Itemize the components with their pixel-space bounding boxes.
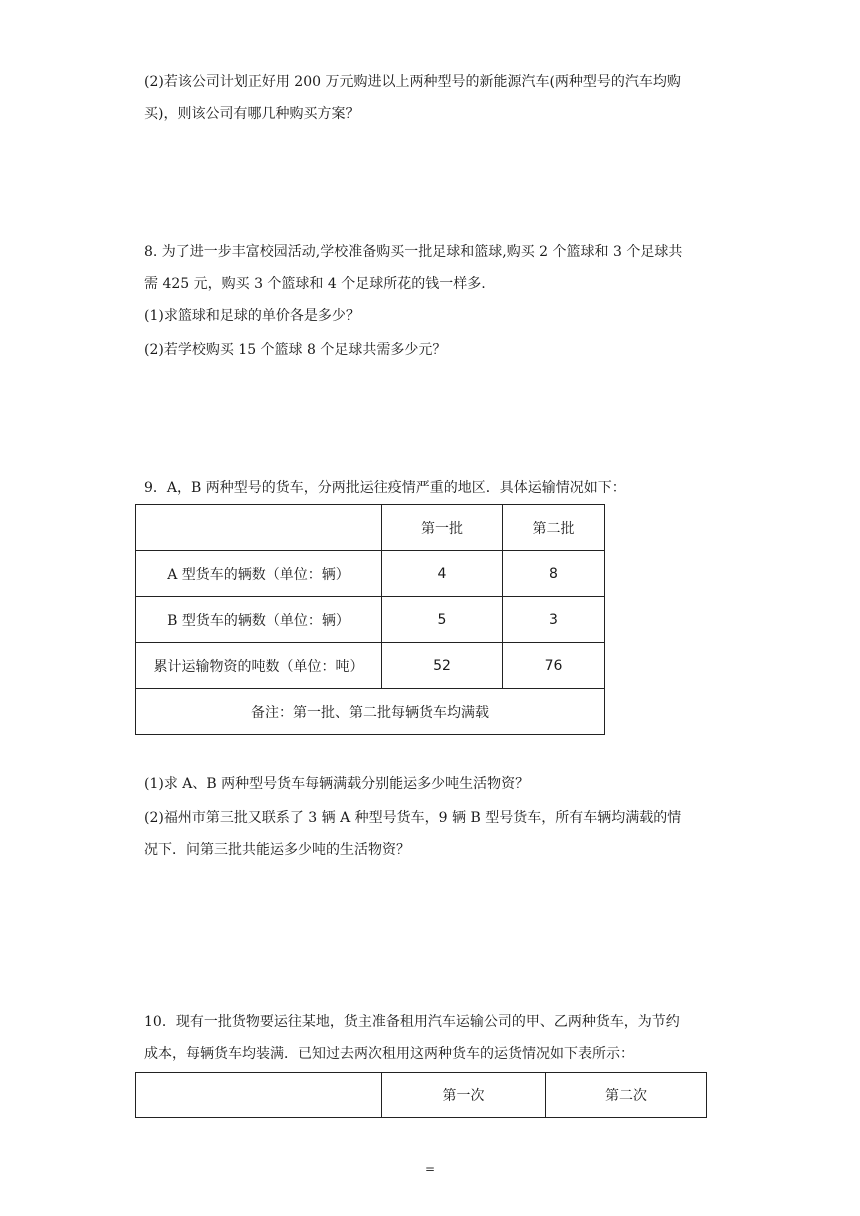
q9-row-b-label: B 型货车的辆数（单位：辆） bbox=[136, 597, 382, 643]
q10-line1: 10．现有一批货物要运往某地，货主准备租用汽车运输公司的甲、乙两种货车，为节约 bbox=[144, 1014, 680, 1030]
q10-line2: 成本，每辆货车均装满．已知过去两次租用这两种货车的运货情况如下表所示： bbox=[144, 1046, 634, 1062]
q9-part1: (1)求 A、B 两种型号货车每辆满载分别能运多少吨生活物资？ bbox=[144, 776, 530, 792]
q7-part2-line2: 买)，则该公司有哪几种购买方案？ bbox=[144, 106, 360, 122]
q9-row-total-first: 52 bbox=[382, 643, 503, 689]
q8-part1: (1)求篮球和足球的单价各是多少？ bbox=[144, 308, 360, 324]
q9-row-a-label: A 型货车的辆数（单位：辆） bbox=[136, 551, 382, 597]
q9-row-b-second: 3 bbox=[503, 597, 605, 643]
q8-part2: (2)若学校购买 15 个篮球 8 个足球共需多少元？ bbox=[144, 342, 447, 358]
q9-table-note-row bbox=[136, 689, 605, 735]
table-row bbox=[136, 643, 605, 689]
q10-header-first: 第一次 bbox=[382, 1073, 546, 1118]
q9-intro: 9．A，B 两种型号的货车，分两批运往疫情严重的地区．具体运输情况如下： bbox=[144, 480, 626, 496]
table-row bbox=[136, 551, 605, 597]
page-footer-mark: = bbox=[424, 1162, 436, 1176]
q9-row-total-second: 76 bbox=[503, 643, 605, 689]
q9-table bbox=[135, 504, 605, 735]
q9-header-second: 第二批 bbox=[503, 505, 605, 551]
q9-row-a-first: 4 bbox=[382, 551, 503, 597]
q10-table-header-row bbox=[136, 1073, 707, 1118]
q9-header-first: 第一批 bbox=[382, 505, 503, 551]
q9-header-blank bbox=[136, 505, 382, 551]
q9-part2-line2: 况下．问第三批共能运多少吨的生活物资？ bbox=[144, 842, 410, 858]
q9-table-header-row bbox=[136, 505, 605, 551]
q10-header-second: 第二次 bbox=[546, 1073, 707, 1118]
q8-line1: 8. 为了进一步丰富校园活动,学校准备购买一批足球和篮球,购买 2 个篮球和 3 个足球共 bbox=[144, 244, 683, 260]
table-row bbox=[136, 597, 605, 643]
q9-part2-line1: (2)福州市第三批又联系了 3 辆 A 种型号货车，9 辆 B 型号货车，所有车辆均满载的情 bbox=[144, 810, 682, 826]
q9-table-note: 备注：第一批、第二批每辆货车均满载 bbox=[136, 689, 605, 735]
q9-row-total-label: 累计运输物资的吨数（单位：吨） bbox=[136, 643, 382, 689]
q8-line2: 需 425 元，购买 3 个篮球和 4 个足球所花的钱一样多. bbox=[144, 276, 486, 292]
q10-table bbox=[135, 1072, 707, 1118]
q9-row-a-second: 8 bbox=[503, 551, 605, 597]
q9-row-b-first: 5 bbox=[382, 597, 503, 643]
q10-header-blank bbox=[136, 1073, 382, 1118]
q7-part2-line1: (2)若该公司计划正好用 200 万元购进以上两种型号的新能源汽车(两种型号的汽车均购 bbox=[144, 74, 681, 90]
